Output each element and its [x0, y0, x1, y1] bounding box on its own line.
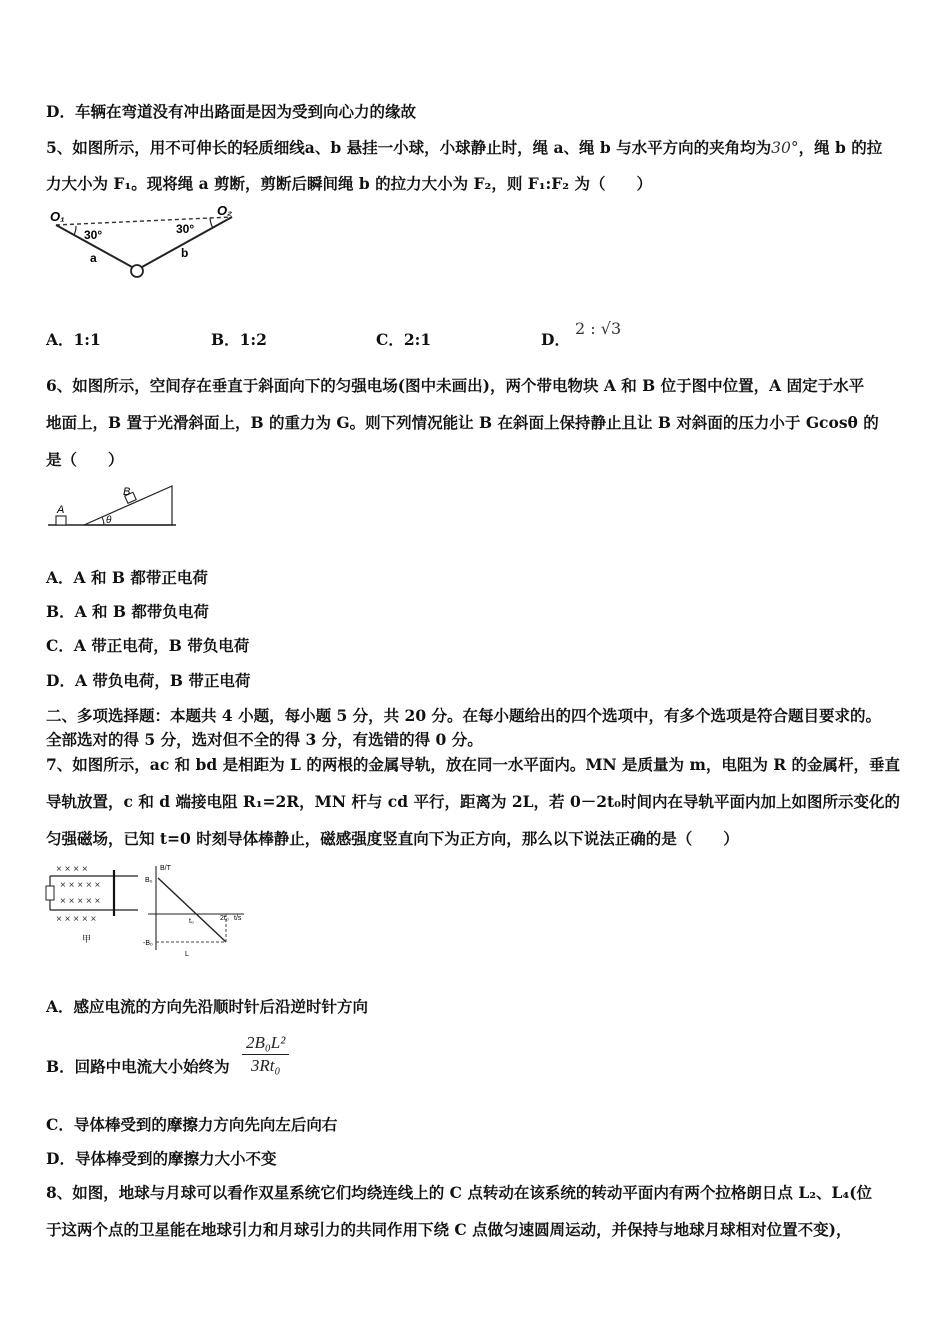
svg-text:× × × ×: × × × × [56, 864, 88, 875]
q7-graph-2t0: 2t₀ [220, 915, 229, 922]
q6-option-c: C．A 带正电荷，B 带负电荷 [46, 636, 250, 655]
q6-stem-line1: 6、如图所示，空间存在垂直于斜面向下的匀强电场(图中未画出)，两个带电物块 A 和 B 位于图中位置，A 固定于水平 [46, 376, 865, 395]
q7-field-crosses [56, 864, 100, 925]
q8-stem-line2: 于这两个点的卫星能在地球引力和月球引力的共同作用下绕 C 点做匀速圆周运动，并保持与地球月球相对位置不变)， [46, 1220, 852, 1239]
section2-line2: 全部选对的得 5 分，选对但不全的得 3 分，有选错的得 0 分。 [46, 730, 483, 749]
q4-option-d: D．车辆在弯道没有冲出路面是因为受到向心力的缘故 [46, 102, 416, 121]
q5-option-b: B．1:2 [211, 330, 267, 349]
q5-angle-arc-right [210, 218, 213, 228]
q5-angle-right-label: 30° [176, 222, 195, 236]
q5-figure [46, 203, 246, 289]
q5-ball [131, 265, 143, 277]
q6-label-a: A [57, 504, 65, 516]
q5-label-o1: O₁ [50, 209, 65, 224]
q7-option-b-fraction [242, 1033, 289, 1076]
q5-horizontal-dashed-line [56, 217, 232, 225]
q7-graph-b0: B₀ [145, 877, 153, 884]
q5-angle-left-label: 30° [84, 228, 103, 242]
q7-option-c: C．导体棒受到的摩擦力方向先向左后向右 [46, 1115, 338, 1134]
q5-option-d-label: D． [541, 330, 570, 349]
q6-option-d: D．A 带负电荷，B 带正电荷 [46, 671, 251, 690]
q5-label-o2: O₂ [217, 203, 233, 218]
q7-caption-left: 甲 [82, 934, 92, 944]
q5-angle: 30° [771, 139, 799, 157]
q6-figure [46, 480, 186, 534]
q7-stem-line3: 匀强磁场，已知 t=0 时刻导体棒静止，磁感强度竖直向下为正方向，那么以下说法正确的是（ ） [46, 829, 739, 848]
q7-resistor [46, 886, 54, 900]
q7-option-a: A．感应电流的方向先沿顺时针后沿逆时针方向 [46, 997, 369, 1016]
q5-option-d-value: 2 : √3 [575, 319, 622, 338]
q7-graph-x-label: t/s [234, 915, 242, 922]
q6-stem-line2: 地面上，B 置于光滑斜面上，B 的重力为 G。则下列情况能让 B 在斜面上保持静止且让 B 对斜面的压力小于 Gcosθ 的 [46, 413, 879, 432]
q5-option-c: C．2:1 [376, 330, 432, 349]
q5-stem-mid: a、b 悬挂一小球，小球静止时，绳 a、绳 b 与水平方向的夹角均为 [304, 138, 772, 157]
q7-fraction-bar [242, 1054, 289, 1055]
q5-stem-line2: 力大小为 F₁。现将绳 a 剪断，剪断后瞬间绳 b 的拉力大小为 F₂，则 F₁:F₂ 为（ ） [46, 174, 652, 193]
q7-graph-line [158, 878, 226, 942]
q7-graph-neg-b0: -B₀ [143, 940, 153, 947]
q7-stem-line2: 导轨放置，c 和 d 端接电阻 R₁=2R，MN 杆与 cd 平行，距离为 2L，若 0－2t₀时间内在导轨平面内加上如图所示变化的 [46, 792, 900, 811]
q6-stem-line3: 是（ ） [46, 450, 124, 469]
svg-text:× × × × ×: × × × × × [60, 880, 101, 891]
q5-rope-b-label: b [181, 246, 189, 260]
q6-option-b: B．A 和 B 都带负电荷 [46, 602, 209, 621]
q7-graph-y-label: B/T [160, 865, 171, 872]
svg-text:× × × × ×: × × × × × [56, 914, 97, 925]
q7-graph-t0: t₀ [189, 918, 194, 925]
q5-rope-a-label: a [90, 251, 97, 265]
q7-fraction-numerator: 2B₀L² [246, 1033, 286, 1052]
q5-option-a: A．1:1 [46, 330, 101, 349]
q8-stem-line1: 8、如图，地球与月球可以看作双星系统它们均绕连线上的 C 点转动在该系统的转动平面内有两个拉格朗日点 L₂、L₄(位 [46, 1183, 873, 1202]
q5-angle-arc-left [74, 226, 76, 235]
svg-text:× × × × ×: × × × × × [60, 896, 101, 907]
q5-stem-post: ，绳 b 的拉 [798, 138, 883, 157]
q5-stem-pre: 5、如图所示，用不可伸长的轻质细线 [46, 138, 305, 157]
q7-option-b: B．回路中电流大小始终为 [46, 1057, 230, 1076]
q6-label-theta: θ [106, 515, 112, 526]
q6-label-b: B [123, 486, 131, 498]
q7-fraction-denominator: 3Rt₀ [250, 1056, 281, 1075]
q6-angle-arc [102, 517, 104, 525]
q7-stem-line1: 7、如图所示，ac 和 bd 是相距为 L 的两根的金属导轨，放在同一水平面内。MN 是质量为 m，电阻为 R 的金属杆，垂直 [46, 755, 901, 774]
q7-option-d: D．导体棒受到的摩擦力大小不变 [46, 1149, 277, 1168]
q6-block-a [56, 516, 66, 525]
q7-graph-l-label: L [185, 951, 189, 958]
section2-line1: 二、多项选择题：本题共 4 小题，每小题 5 分，共 20 分。在每小题给出的四个选项中，有多个选项是符合题目要求的。 [46, 706, 882, 725]
q5-stem-line1 [46, 138, 882, 158]
q6-option-a: A．A 和 B 都带正电荷 [46, 568, 208, 587]
q7-figure [44, 862, 254, 964]
q5-option-d [541, 330, 570, 350]
